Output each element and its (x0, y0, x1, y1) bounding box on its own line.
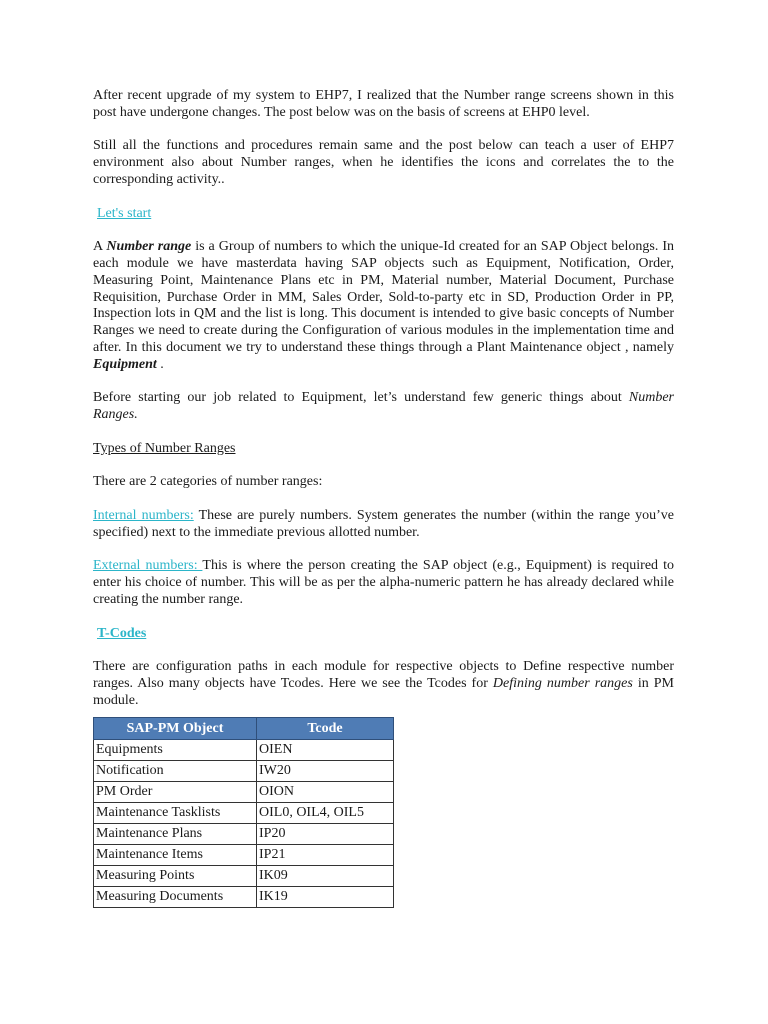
number-range-end: . (156, 356, 164, 372)
tcode-cell: IP20 (257, 824, 394, 845)
tcode-cell: OION (257, 782, 394, 803)
external-numbers-link[interactable]: External numbers: (93, 558, 203, 574)
object-cell: Measuring Points (94, 866, 257, 887)
header-sap-pm-object: SAP-PM Object (94, 718, 257, 740)
lets-start-link[interactable]: Let's start (97, 205, 152, 221)
internal-numbers-link[interactable]: Internal numbers: (93, 507, 194, 523)
defining-number-ranges-italic: Defining number ranges (492, 675, 633, 691)
table-row (94, 761, 394, 782)
object-cell: Maintenance Plans (94, 824, 257, 845)
object-cell: Measuring Documents (94, 887, 257, 908)
table-row (94, 845, 394, 866)
tcodes-heading-line (93, 626, 674, 643)
tcode-cell: OIEN (257, 740, 394, 761)
table-row (94, 803, 394, 824)
tcode-cell: OIL0, OIL4, OIL5 (257, 803, 394, 824)
equipment-term: Equipment (93, 356, 157, 372)
lets-start-line (93, 206, 674, 223)
intro-paragraph: After recent upgrade of my system to EHP7, I realized that the Number range screens shown in this post have undergone changes. The post below was on the basis of screens at EHP0 level. (93, 88, 674, 120)
header-tcode: Tcode (257, 718, 394, 740)
config-paths-end: in PM module. (93, 675, 674, 708)
before-starting-text: Before starting our job related to Equipment, let’s understand few generic things about (93, 390, 629, 406)
types-heading (93, 441, 674, 458)
object-cell: PM Order (94, 782, 257, 803)
table-row (94, 782, 394, 803)
table-row (94, 824, 394, 845)
tcodes-table (93, 717, 394, 908)
config-paths-text: There are configuration paths in each module for respective objects to Define respective number ranges. Also many objects have Tcodes. Here we see the Tcodes for (93, 659, 674, 691)
types-heading-text: Types of Number Ranges (93, 440, 236, 456)
tcode-cell: IP21 (257, 845, 394, 866)
functions-paragraph: Still all the functions and procedures remain same and the post below can teach a user of EHP7 environment also about Number ranges, when he identifies the icons and correlates the to the corresponding activity.. (93, 138, 674, 187)
object-cell: Maintenance Items (94, 845, 257, 866)
tcode-cell: IW20 (257, 761, 394, 782)
table-row (94, 887, 394, 908)
table-header-row (94, 718, 394, 740)
object-cell: Maintenance Tasklists (94, 803, 257, 824)
number-ranges-italic: Number Ranges. (93, 390, 674, 423)
number-range-body: is a Group of numbers to which the unique-Id created for an SAP Object belongs. In each module we have masterdata having SAP objects such as Equipment, Notification, Order, Measuring Point, Maintenance Plans etc in PM, Material number, Material Document, Purchase Requisition, Purchase Order in MM, Sales Order, Sold-to-party etc in SD, Production Order in PP, Inspection lots in QM and the list is long. This document is intended to give basic concepts of Number Ranges we need to create during the Configuration of various modules in the implementation time and after. In this document we try to understand these things through a Plant Maintenance object , namely (93, 239, 674, 355)
categories-paragraph: There are 2 categories of number ranges: (93, 474, 323, 490)
external-numbers-text: This is where the person creating the SAP object (e.g., Equipment) is required to enter his choice of number. This will be as per the alpha-numeric pattern he has already declared while creating the number range. (93, 558, 674, 607)
tcode-cell: IK09 (257, 866, 394, 887)
number-range-paragraph (93, 239, 674, 373)
object-cell: Equipments (94, 740, 257, 761)
external-numbers-paragraph (93, 558, 674, 608)
document-body (93, 88, 674, 908)
internal-numbers-paragraph (93, 508, 674, 542)
number-range-term: Number range (106, 239, 192, 255)
table-row (94, 740, 394, 761)
before-starting-paragraph (93, 390, 674, 424)
article-a: A (93, 239, 107, 255)
tcode-cell: IK19 (257, 887, 394, 908)
internal-numbers-text: These are purely numbers. System generates the number (within the range you’ve specified) next to the immediate previous allotted number. (93, 507, 674, 540)
tcodes-heading-link[interactable]: T-Codes (97, 625, 147, 641)
config-paths-paragraph (93, 659, 674, 709)
table-row (94, 866, 394, 887)
object-cell: Notification (94, 761, 257, 782)
